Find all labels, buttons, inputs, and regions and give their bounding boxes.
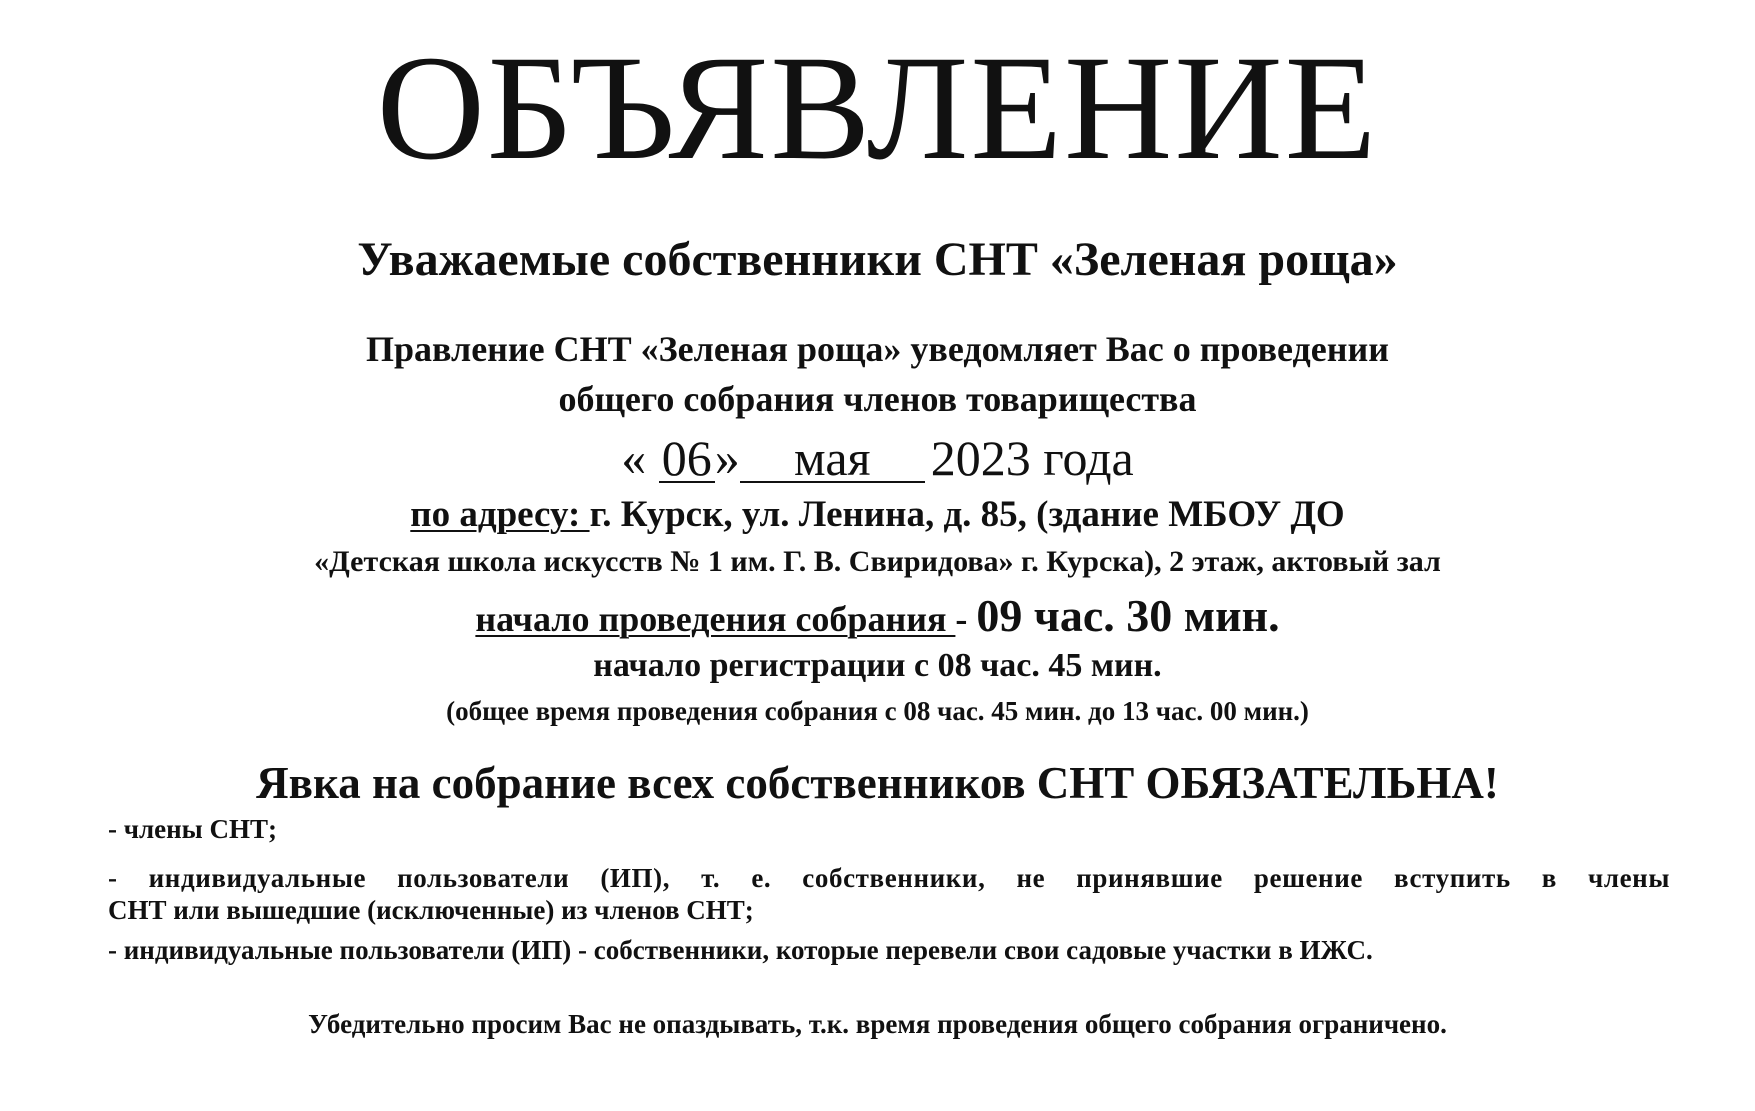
notice-line-2: общего собрания членов товарищества xyxy=(558,379,1197,419)
total-time: (общее время проведения собрания с 08 час. 45 мин. до 13 час. 00 мин.) xyxy=(446,696,1309,726)
address-line-1 xyxy=(0,494,1755,536)
date-year: 2023 года xyxy=(930,430,1134,486)
date-close-quote: » xyxy=(714,430,740,486)
address-street: г. Курск, ул. Ленина, д. 85, (здание МБОУ ДО xyxy=(589,494,1345,535)
meeting-date xyxy=(0,430,1755,486)
attendance-mandatory-heading: Явка на собрание всех собственников СНТ ОБЯЗАТЕЛЬНА! xyxy=(256,758,1499,808)
list-item: - индивидуальные пользователи (ИП) - собственники, которые перевели свои садовые участки в ИЖС. xyxy=(108,935,1373,965)
meeting-start-dash: - xyxy=(955,599,977,639)
address-label: по адресу: xyxy=(410,494,590,535)
address-line-2: «Детская школа искусств № 1 им. Г. В. Свиридова» г. Курска), 2 этаж, актовый зал xyxy=(314,545,1441,578)
list-item: - индивидуальные пользователи (ИП), т. е. собственники, не принявшие решение вступить в члены xyxy=(108,863,1670,893)
list-item: - члены СНТ; xyxy=(108,814,277,844)
meeting-start-label: начало проведения собрания xyxy=(475,599,956,639)
meeting-start-time: 09 час. 30 мин. xyxy=(976,590,1280,641)
date-month: мая xyxy=(740,435,925,483)
date-open-quote: « xyxy=(621,430,659,486)
closing-note: Убедительно просим Вас не опаздывать, т.к. время проведения общего собрания ограничено. xyxy=(308,1009,1447,1039)
page-title: ОБЪЯВЛЕНИЕ xyxy=(376,25,1379,191)
date-day: 06 xyxy=(659,435,715,483)
list-item-continuation: СНТ или вышедшие (исключенные) из членов СНТ; xyxy=(108,895,754,925)
greeting-heading: Уважаемые собственники СНТ «Зеленая роща» xyxy=(357,233,1398,286)
registration-start: начало регистрации с 08 час. 45 мин. xyxy=(593,647,1162,684)
notice-line-1: Правление СНТ «Зеленая роща» уведомляет Вас о проведении xyxy=(366,329,1389,369)
meeting-start xyxy=(0,590,1755,645)
